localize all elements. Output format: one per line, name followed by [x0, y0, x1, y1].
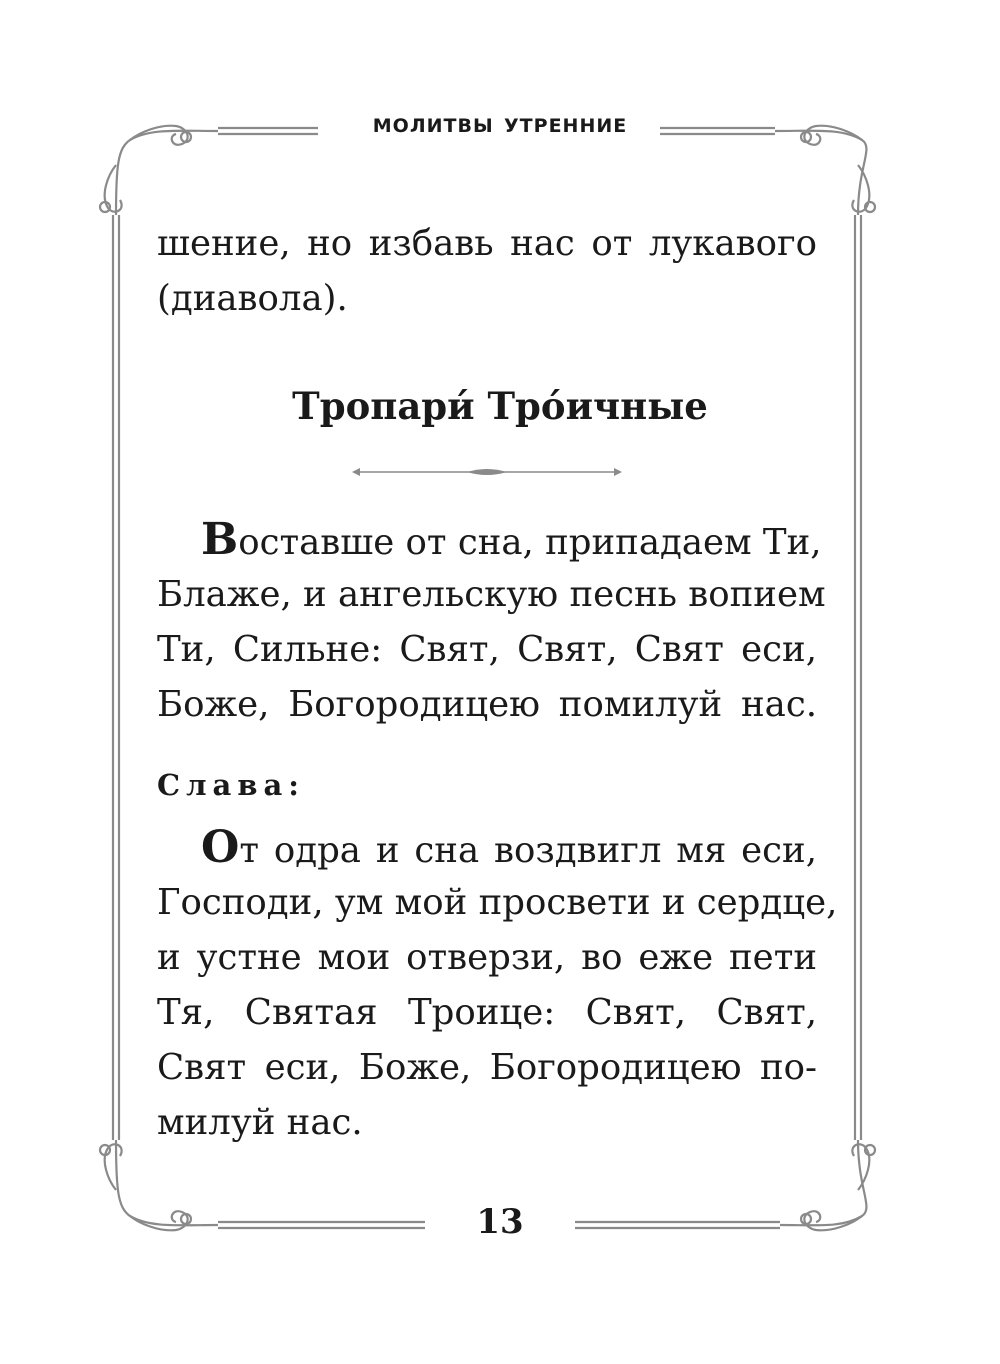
drop-cap: В [201, 514, 239, 565]
text-line: От одра и сна воздвигл мя еси, [201, 822, 817, 873]
page-number: 13 [476, 1202, 524, 1242]
glory-label: Слава: [157, 768, 305, 802]
running-head: молитвы утренние [372, 108, 628, 139]
text-line: Блаже, и ангельскую песнь вопием [157, 574, 826, 615]
text-line: и устне мои отверзи, во еже пети [157, 937, 817, 978]
drop-cap: О [201, 822, 240, 873]
text-line: милуй нас. [157, 1102, 363, 1143]
intro-text [157, 216, 817, 326]
text-line: Господи, ум мой просвети и сердце, [157, 882, 838, 923]
text-line: шение, но избавь нас от лукавого [157, 223, 817, 264]
text-line: Боже, Богородицею помилуй нас. [157, 684, 817, 725]
troparion-2 [157, 820, 838, 1150]
text-line: (диавола). [157, 278, 348, 319]
ornamental-divider [352, 463, 622, 481]
text-line: Свят еси, Боже, Богородицею по- [157, 1047, 817, 1088]
text-line: Воставше от сна, припадаем Ти, [201, 514, 822, 565]
troparion-1 [157, 512, 826, 732]
section-title: Тропари́ Тро́ичные [292, 384, 708, 428]
text-line: Тя, Святая Троице: Свят, Свят, [157, 992, 817, 1033]
text-line: Ти, Сильне: Свят, Свят, Свят еси, [157, 629, 817, 670]
